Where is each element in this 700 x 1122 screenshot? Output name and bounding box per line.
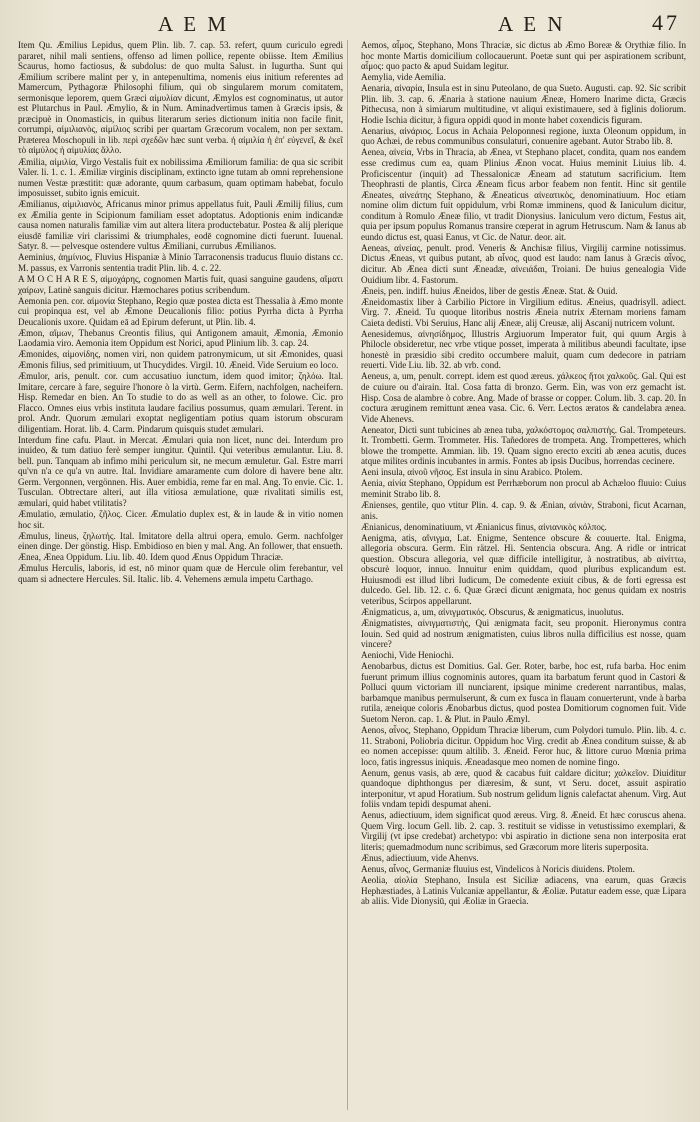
right-column bbox=[361, 40, 686, 1110]
dictionary-entry: Æmulus Herculis, laboris, id est, nō minor quam quæ de Hercule olim ferebantur, vel quam si adnectere Hercules. Sil. Italic. lib. 4. Vehemens æmula impetu Carthago. bbox=[18, 563, 343, 584]
left-column bbox=[18, 40, 343, 1110]
dictionary-entry: Æmulus, lineus, ζηλωτής. Ital. Imitatore della altrui opera, emulo. Germ. nachfolger einen dinge. Der gönstig. Hisp. Embidioso en bien y mal. Ang. An follower, that ensueth. bbox=[18, 530, 343, 552]
dictionary-entry: Aenobarbus, dictus est Domitius. Gal. Ger. Roter, barbe, hoc est, rufa barba. Hoc enim fuerunt primum illius cognominis autores, quam ita barbatum ferunt quod in Castori & Polluci quum victoriam ill nunciarent, ipsique minime crederent narrantibus, malas, barbamque manibus permulserunt, & cum ex fusca in flauam conuerterunt, vnde à barba rutila, æneique coloris Ænobarbus dictus, quod postea Domitiorum cognomen fuit. Vide Suetom Neron. cap. 1. & Plut. in Paulo Æmyl. bbox=[361, 661, 686, 724]
dictionary-entry: Ænienses, gentile, quo vtitur Plin. 4. cap. 9. & Ænian, αἰνιὰν, Straboni, ficut Acarnan, anis. bbox=[361, 500, 686, 521]
dictionary-entry: Aenaria, αἰναρία, Insula est in sinu Puteolano, de qua Sueto. Augusti. cap. 92. Sic scribit Plin. lib. 3. cap. 6. Ænaria à statione nauium Æneæ, Homero Inarime dicta, Græcis Pithecusa, non à simiarum multitudine, vt aliqui existimauere, sed à figlinis doliorum. Hodie Ischia dicitur, à figura oppidi quod in monte habet coxendicis figuram. bbox=[361, 83, 686, 125]
running-head-left: A E M bbox=[158, 12, 230, 36]
dictionary-entry: Æmilianus, αἰμιλιανὸς, Africanus minor primus appellatus fuit, Pauli Æmilij filius, cum ex Æmilia gente in Scipionum familiam esset adoptatus. Adoptionis enim indicandæ causa nomen naturalis familiæ vim aut altera litera productebatur. Postea & alij plerique eiusdē familiæ viri clarissimi & triumphales, eodē cognomine dicti fuerunt. Iuuenal. Satyr. 8. — pelvesque ostendere vultus Æmiliani, currubus Æmilianos. bbox=[18, 199, 343, 252]
dictionary-entry: Aemonia pen. cor. αἱμονία Stephano, Regio quæ postea dicta est Thessalia à Æmo monte cui propinqua est, vel ab Æmone Deucalionis filio: potius Pyrrha dicta à Pyrrha Deucalionis uxore. Quidam eā ad Epirum deferunt, ut Plin. lib. 4. bbox=[18, 295, 343, 327]
dictionary-entry: Æmulor, aris, penult. cor. cum accusatiuo iunctum, idem quod imitor; ζηλόω. Ital. Imitare, cercare à fare, seguire l'honore ò la virtù. Germ. Eifern, nachfolgen, nacheifern. Hisp. Remedar en bien. An To studie to do as well as an other, to folowe. Cic. pro Flacco. Omnes eius vrbis instituta laudare facilius possumus, quam æmulari. Terent. in prol. Andr. Quorum æmulari exoptat negligentiam potius quam istorum obscuram diligentiam. Horat. lib. 4. Carm. Pindarum quisquis studet æmulari. bbox=[18, 370, 343, 434]
dictionary-entry: Aenos, αἶνος, Stephano, Oppidum Thraciæ liberum, cum Polydori tumulo. Plin. lib. 4. c. 11. Straboni, Poliobria dicitur. Oppidum hoc Virg. credit ab Ænea conditum suisse, & ab eo nomen accepisse: quum altilib. 3. Æneid. Feror huc, & littore curuo Mœnia prima loco, fatis ingressus iniquis. Æneadasque meo nomen de nomine fingo. bbox=[361, 725, 686, 767]
dictionary-entry: Aeneator, Dicti sunt tubicines ab ænea tuba, χαλκόστομος σαλπιστὴς. Gal. Trompeteurs. It. Trombetti. Germ. Trommeter. His. Tañedores de trompeta. Ang. Trompetteres, which blowe the trompette. Ammian. lib. 19. Quam signo erecto exciti ab ænea acutis, duces atque milites ordinis incubantes in armis. Fontes ab ipsis Ducibus, horrendas cecinere. bbox=[361, 424, 686, 467]
dictionary-entry: Aenum, genus vasis, ab ære, quod & cacabus fuit caldare dicitur; χαλκεῖον. Diuiditur quandoque diphthongus per diæresim, & sunt, vt Seru. docet, assuit aspiratio interponitur, vt apud Horatium. Sub nostrum gelidum lignis calefactat ahenum. Virg. Aut foliis vndam tepidi despumat aheni. bbox=[361, 767, 686, 810]
dictionary-entry: Aeneus, a, um, penult. corrept. idem est quod æreus. χάλκεος ἤτοι χαλκοῦς. Gal. Qui est de cuiure ou d'airain. Ital. Cosa fatta di bronzo. Germ. Ein, was von erz gemacht ist. Hisp. Cosa de alambre ò cobre. Ang. Made of brasse or copper. Colum. lib. 3. cap. 20. In coctura æruginem remittunt ænea vasa. Cic. 6. Verr. Lectos æratos & candelabra ænea. Vide Ahenevs. bbox=[361, 371, 686, 424]
dictionary-entry: Aeminius, ἀημίνιος, Fluvius Hispaniæ à Minio Tarraconensis traducus fluuio distans cc. M. passus, ex Varronis sententia tradit Plin. lib. 4. c. 22. bbox=[18, 252, 343, 273]
dictionary-entry: Aeneas, αἰνείας, penult. prod. Veneris & Anchisæ filius, Virgilij carmine notissimus. Dictus Æneas, vt quibus putant, ab αἶνος, quod est laudo: nam Ianus à Græcis αἶνος, dicitur. Ab Ænea dicti sunt Æneadæ, αἰνειάδαι, Troiani. De huius genealogia Vide Ouidium libr. 4. Fastorum. bbox=[361, 242, 686, 285]
dictionary-entry: A M O C H A R E S, αἰμοχάρης, cognomen Martis fuit, quasi sanguine gaudens, αἵματι χαίρων, Latinè sanguis dicitur. Hæmochares potius scribendum. bbox=[18, 274, 343, 295]
dictionary-entry: Aenia, αἰνία Stephano, Oppidum est Perrhæborum non procul ab Achæloo fluuio: Cuius meminit Strabo lib. 8. bbox=[361, 478, 686, 499]
dictionary-entry: Æneis, pen. indiff. huius Æneidos, liber de gestis Æneæ. Stat. & Ouid. bbox=[361, 285, 618, 296]
dictionary-entry: Aenus, adiectiuum, idem significat quod æreus. Virg. 8. Æneid. Et hæc coruscus ahena. Quem Virg. locum Gell. lib. 2. cap. 3. restituit se vidisse in vetustissimo exemplari, & Virgilij (vt ipse credebat) archetypo: vbi aspiratio in dictione sena non interposita erat literis; quemadmodum nunc scribimus, sed Græcorum more literis superposita. bbox=[361, 810, 686, 853]
running-head-right: A E N bbox=[498, 12, 566, 36]
dictionary-entry: Ænigmatistes, αἰνιγματιστὴς, Qui ænigmata facit, seu proponit. Hieronymus contra Iouin. Sed quid ad nostrum ænigmatisten, cuius libros nulla difficilius est nosse, quam vincere? bbox=[361, 618, 686, 650]
dictionary-entry: Ænus, adiectiuum, vide Ahenvs. bbox=[361, 853, 479, 864]
dictionary-entry: Interdum fine cafu. Plaut. in Mercat. Æmulari quia non licet, nunc dei. Interdum pro inuideo, & tum datiuo ferè semper iungitur. Quintil. Qui veteribus æmulantur. Liu. 8. bell. pun. Tanquam ab infimo mihi periculum sit, ne mecum æmuletur. Gal. Estre marri qu'vn n'a ce qu'a vn autre. Ital. Invidiare amaramente cum dolore di havere bene altr. Germ. Vergonnen, vergönnen. His. Auer embidia, reme far en mal. Ang. To envie. Cic. 1. Tusculan. Obtrectare alteri, aut illa vitiosa æmulatione, quæ rivalitati similis est, æmulari, quid habet vtilitatis? bbox=[18, 434, 343, 509]
dictionary-entry: Æneidomastix liber à Carbilio Pictore in Virgilium editus. Æneius, quadrisyll. adiect. Virg. 7. Æneid. Tu quoque litoribus nostris Æneia nutrix Æternam moriens famam Caieta dedisti. Vbi Seruius, Hanc alij Æneæ, alij Creusæ, alij Ascanij nutricem volunt. bbox=[361, 296, 686, 328]
dictionary-entry: Aeni insula, αἰνοῦ νῆσος. Est insula in sinu Arabico. Ptolem. bbox=[361, 467, 583, 478]
column-rule bbox=[347, 40, 348, 1110]
dictionary-entry: Aenea, αἰνεία, Vrbs in Thracia, ab Ænea, vt Stephano placet, condita, quam nos eandem esse credimus cum ea, quam Plinius Ænon vocat. Huius meminit Liuius lib. 4. Proficiscentur (inquit) ad Thessalonicæ Æneam ad statutum sacrificium. Item Theophrasti de plantis, Circa Æneam ficus arbor feabem non fentit. Hinc sit gentile Æneates, αἰνεάτης Stephano, & Æneaticus αἰνεατικὸς, denominatiuum. Hoc etiam nomine olim dictum fuit oppidulum, vrbi Romæ imminens, quod & Ianiculum dicitur, conditum à Romulo Æneæ filio, vt tradit Dionysius. Ianiculum vero dictum, Festus ait, quia per ipsum populus Romanus transire cœperat in agrum Hetruscum. Nam & Ianus ab eundo dictus est, quasi Eanus, vt Cic. de Natur. deor. ait. bbox=[361, 147, 686, 242]
dictionary-entry: Æmonides, αἱμονίδης, nomen viri, non quidem patronymicum, ut sit Æmonides, quasi Æmonis filius, sed primitiuum, ut Thucydides. Virgil. 10. Æneid. Vide Seruium eo loco. bbox=[18, 349, 343, 370]
dictionary-entry: Ænigmaticus, a, um, αἰνιγματικός. Obscurus, & ænigmaticus, inuolutus. bbox=[361, 606, 624, 617]
dictionary-entry: Ænea, Ænea Oppidum. Liu. lib. 40. Idem quod Ænus Oppidum Thraciæ. bbox=[18, 552, 284, 563]
dictionary-entry: Item Qu. Æmilius Lepidus, quem Plin. lib. 7. cap. 53. refert, quum curiculo egredi pararet, nihil mali sentiens, offenso ad limen pollice, repente obiisse. Item Æmilius Scaurus, homo factiosus, & subdolus: de quo multa Salust. in Iugurtha. Sunt qui Æmilium scribere malint per y, in antepenultima, nomenis eius initium referentes ad Mamercum, Pythagoræ Philosophi filium, qui ob singularem morum comitatem, sermonisque leporem, quem Græci αἱμυλίαν dicunt, Æmylos est cognominatus, ut autor est Plutarchus in Paul. Æmylio, & in Num. Aminadvertimus tamen à Græcis ipsis, & præcipuè in Onomasticis, in quibus literarum series dictionum initia non facile finit, corrumpi, αἰμιλιανὸς, αἰμίλιος scribi per quartam Græcorum vocalem, non per sextam. Præterea Moschopuli in lib. περὶ σχεδῶν hæc sunt verba. ἡ αἰμιλία ἡ ἐπ' εὐγενεῖ, & ἐκεῖ τὸ αἱμύλος ἡ αἰμυλίας ἄλλο. bbox=[18, 40, 343, 156]
running-head bbox=[18, 10, 686, 40]
dictionary-entry: Æmon, αἵμων, Thebanus Creontis filius, qui Antigonem amauit, Æmonia, Æmonio Laodamia viro. Aemonia item Oppidum est Norici, apud Plinium lib. 3. cap. 24. bbox=[18, 327, 343, 349]
dictionary-entry: Aemos, αἶμος, Stephano, Mons Thraciæ, sic dictus ab Æmo Boreæ & Orythiæ filio. In hoc monte Martis domicilium collocauerunt. Poetæ sunt qui per aspirationem scribunt, αἶμος: quo pacto & apud Suidam legitur. bbox=[361, 40, 686, 72]
dictionary-entry: Ænianicus, denominatiuum, vt Ænianicus finus, αἰνιανικὸς κόλπος. bbox=[361, 521, 607, 532]
dictionary-entry: Aenigma, atis, αἴνιγμα, Lat. Enigme, Sentence obscure & couuerte. Ital. Enigma, allegoria obscura. Germ. Ein rätzel. Hi. Sentencia obscura. Ang. A ridle or intricat question. Obscura allegoria, vel quæ difficile intelligitur, à nostratibus, ab αἰνίττω, obscurè loquor, innuo. Innuitur enim quiddam, quod pluribus explicandum est. Huiusmodi est illud libri Iudicum, De comedente exiuit cibus, & de forti egressa est dulcedo. Gel. lib. 12. c. 6. Quæ Græci dicunt ænigmata, hoc genus quidam ex nostris veteribus, Scirpos appellarunt. bbox=[361, 532, 686, 606]
dictionary-entry: Aeniochi, Vide Heniochi. bbox=[361, 650, 454, 661]
dictionary-entry: Æmulatio, æmulatio, ζῆλος. Cicer. Æmulatio duplex est, & in laude & in vitio nomen hoc sit. bbox=[18, 509, 343, 530]
dictionary-entry: Æmilia, αἰμιλία, Virgo Vestalis fuit ex nobilissima Æmiliorum familia: de qua sic scribit Valer. li. 1. c. 1. Æmiliæ virginis disciplinam, extincto igne tutam ab omni reprehensione numen Vestæ præstitit: quæ adorante, quum carbasum, quam optimam habebat, foculo imposuisset, subito ignis emicuit. bbox=[18, 156, 343, 199]
dictionary-entry: Aemylia, vide Aemilia. bbox=[361, 72, 446, 83]
dictionary-entry: Aeolia, αἰολία Stephano, Insula est Siciliæ adiacens, vna earum, quas Græcis Hephæstiades, à Latinis Vulcaniæ appellantur, & Æoliæ. Putatur eadem esse, quæ Lipara ab aliis. Vide Dionysiū, qui Æoliæ in Graecia. bbox=[361, 875, 686, 907]
page-number: 47 bbox=[652, 10, 680, 35]
dictionary-entry: Aenus, αἶνος, Germaniæ fluuius est, Vindelicos à Noricis diuidens. Ptolem. bbox=[361, 864, 635, 875]
dictionary-entry: Aenesidemus, αἰνησίδημος, Illustris Argiuorum Imperator fuit, qui quum Argis à Philocle obsideretur, nec vrbe vtique posset, imperata à militibus abeundi facultate, ipse honestè in præsidio sibi credito occumbere maluit, quam cum dedecore in patriam reuerti. Vide Liu. lib. 32. ab vrb. cond. bbox=[361, 328, 686, 371]
dictionary-columns bbox=[18, 40, 686, 1110]
dictionary-entry: Aenarius, αἰνάριος. Locus in Achaia Peloponnesi regione, iuxta Oleonum oppidum, in quo Achæi, de rebus communibus consulaturi, conuenire agebant. Autor Strabo lib. 8. bbox=[361, 125, 686, 147]
